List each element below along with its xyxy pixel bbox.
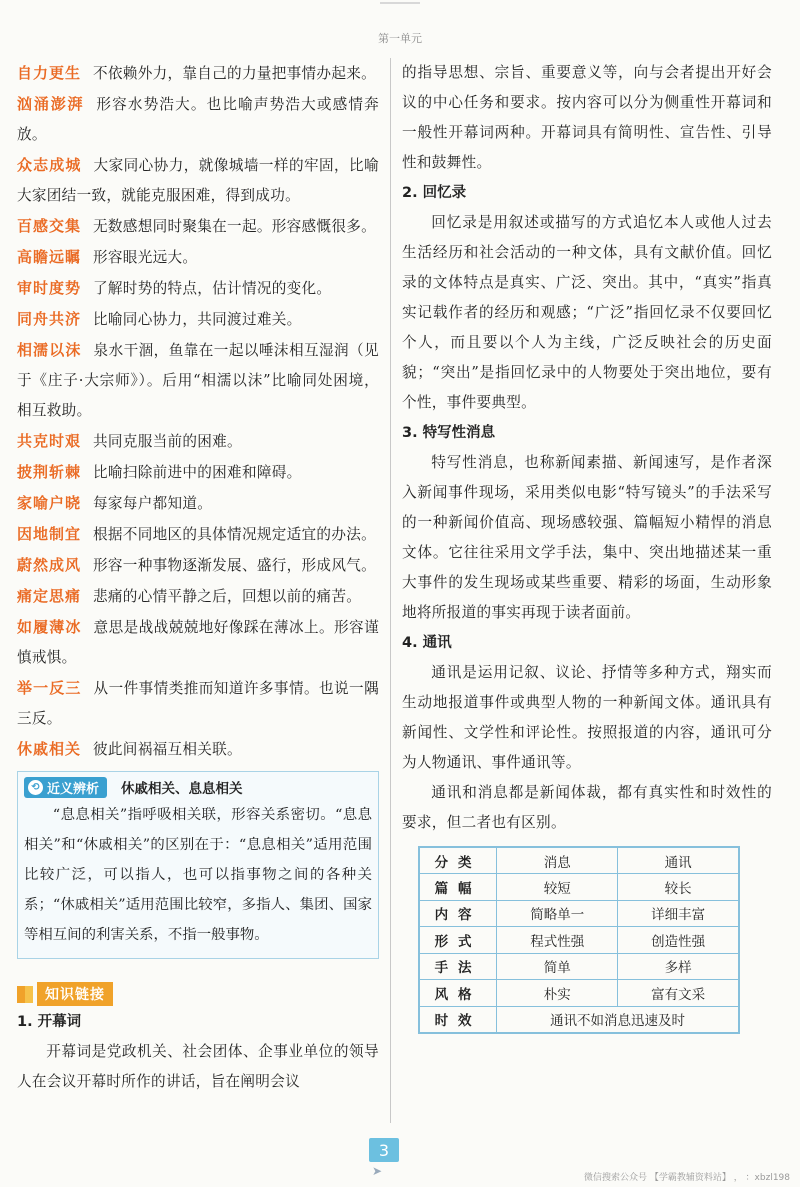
table-row-label: 形式 bbox=[419, 927, 497, 954]
compare-icon: ⟲ bbox=[28, 780, 43, 795]
term-definition: 比喻同心协力，共同渡过难关。 bbox=[93, 311, 302, 328]
table-cell: 简略单一 bbox=[497, 900, 618, 927]
table-cell: 通讯 bbox=[618, 847, 739, 874]
table-cell: 较短 bbox=[497, 874, 618, 901]
term-name: 蔚然成风 bbox=[17, 556, 82, 574]
section-title-report: 4. 通讯 bbox=[402, 635, 452, 651]
term-name: 自力更生 bbox=[17, 64, 82, 82]
table-row bbox=[419, 900, 739, 927]
term-definition: 共同克服当前的困难。 bbox=[93, 433, 242, 450]
term-entry bbox=[17, 457, 379, 488]
table-row-label: 风格 bbox=[419, 980, 497, 1007]
table-cell: 详细丰富 bbox=[618, 900, 739, 927]
term-definition: 了解时势的特点，估计情况的变化。 bbox=[93, 280, 332, 297]
paragraph-memoir: 回忆录是用叙述或描写的方式追忆本人或他人过去生活经历和社会活动的一种文体，具有文献价值。回忆录的文体特点是真实、广泛、突出。其中，“真实”指真实记载作者的经历和观感；“广泛”指回忆录不仅要回忆个人，而且要以个人为主线，广泛反映社会的历史面貌；“突出”是指回忆录中的人物要处于突出地位，要有个性，事件要典型。 bbox=[402, 214, 772, 411]
knowledge-link-label: 知识链接 bbox=[37, 982, 113, 1006]
term-definition: 意思是战战兢兢地好像踩在薄冰上。形容谨慎戒惧。 bbox=[17, 619, 379, 666]
term-definition: 比喻扫除前进中的困难和障碍。 bbox=[93, 464, 302, 481]
term-entry bbox=[17, 519, 379, 550]
paragraph-feature-news: 特写性消息，也称新闻素描、新闻速写，是作者深入新闻事件现场，采用类似电影“特写镜头”的手法采写的一种新闻价值高、现场感较强、篇幅短小精悍的消息文体。它往往采用文学手法，集中、突出地描述某一重大事件的发生现场或某些重要、精彩的场面，生动形象地将所报道的事实再现于读者面前。 bbox=[402, 454, 772, 621]
table-row bbox=[419, 874, 739, 901]
table-cell: 程式性强 bbox=[497, 927, 618, 954]
table-row bbox=[419, 953, 739, 980]
right-column bbox=[402, 58, 772, 1034]
term-name: 百感交集 bbox=[17, 217, 82, 235]
term-name: 相濡以沫 bbox=[17, 341, 82, 359]
term-entry bbox=[17, 581, 379, 612]
term-name: 同舟共济 bbox=[17, 310, 82, 328]
term-definition: 根据不同地区的具体情况规定适宜的办法。 bbox=[93, 526, 376, 543]
synonym-body: “息息相关”指呼吸相关联，形容关系密切。“息息相关”和“休戚相关”的区别在于：“息息相关”适用范围比较广泛，可以指人，也可以指事物之间的各种关系；“休戚相关”适用范围比较窄，多指人、集团、国家等相互间的利害关系，不指一般事物。 bbox=[24, 807, 372, 943]
header-rule bbox=[380, 2, 420, 4]
paragraph-opening-speech-cont: 的指导思想、宗旨、重要意义等，向与会者提出开好会议的中心任务和要求。按内容可以分为侧重性开幕词和一般性开幕词两种。开幕词具有简明性、宣告性、引导性和鼓舞性。 bbox=[402, 64, 772, 171]
term-name: 痛定思痛 bbox=[17, 587, 82, 605]
term-definition: 每家每户都知道。 bbox=[93, 495, 213, 512]
paragraph-opening-speech: 开幕词是党政机关、社会团体、企事业单位的领导人在会议开幕时所作的讲话，旨在阐明会议 bbox=[17, 1043, 379, 1090]
synonym-header bbox=[24, 776, 372, 798]
term-name: 因地制宜 bbox=[17, 525, 82, 543]
knowledge-link-header bbox=[17, 981, 379, 1007]
table-row bbox=[419, 1006, 739, 1033]
left-column bbox=[17, 58, 379, 1097]
table-cell: 朴实 bbox=[497, 980, 618, 1007]
term-definition: 形容眼光远大。 bbox=[93, 249, 198, 266]
table-cell: 富有文采 bbox=[618, 980, 739, 1007]
term-definition: 大家同心协力，就像城墙一样的牢固，比喻大家团结一致，就能克服困难，得到成功。 bbox=[17, 157, 379, 204]
table-row-label: 分类 bbox=[419, 847, 497, 874]
term-name: 举一反三 bbox=[17, 679, 82, 697]
table-cell: 创造性强 bbox=[618, 927, 739, 954]
section-title-feature-news: 3. 特写性消息 bbox=[402, 425, 496, 441]
page-header: 第一单元 bbox=[378, 32, 422, 45]
table-row-label: 内容 bbox=[419, 900, 497, 927]
term-definition: 悲痛的心情平静之后，回想以前的痛苦。 bbox=[93, 588, 362, 605]
bird-icon: ➤ bbox=[372, 1164, 383, 1178]
synonym-badge-label: 近义辨析 bbox=[47, 781, 100, 797]
table-cell: 消息 bbox=[497, 847, 618, 874]
table-row-label: 手法 bbox=[419, 953, 497, 980]
term-entry bbox=[17, 273, 379, 304]
page-number: 3 bbox=[369, 1138, 399, 1162]
term-definition: 形容一种事物逐渐发展、盛行，形成风气。 bbox=[93, 557, 376, 574]
table-row bbox=[419, 927, 739, 954]
table-cell: 简单 bbox=[497, 953, 618, 980]
term-entry bbox=[17, 304, 379, 335]
term-definition: 无数感想同时聚集在一起。形容感慨很多。 bbox=[93, 218, 376, 235]
term-definition: 不依赖外力，靠自己的力量把事情办起来。 bbox=[93, 65, 376, 82]
term-name: 家喻户晓 bbox=[17, 494, 82, 512]
synonym-badge bbox=[24, 777, 107, 798]
term-entry bbox=[17, 150, 379, 211]
term-name: 共克时艰 bbox=[17, 432, 82, 450]
table-row-label: 篇幅 bbox=[419, 874, 497, 901]
synonym-title: 休戚相关、息息相关 bbox=[121, 781, 243, 797]
term-name: 披荆斩棘 bbox=[17, 463, 82, 481]
term-list bbox=[17, 58, 379, 765]
column-divider bbox=[390, 58, 391, 1123]
term-entry bbox=[17, 211, 379, 242]
term-name: 休戚相关 bbox=[17, 740, 82, 758]
table-row bbox=[419, 980, 739, 1007]
term-entry bbox=[17, 550, 379, 581]
term-entry bbox=[17, 734, 379, 765]
term-entry bbox=[17, 89, 379, 150]
paragraph-report-1: 通讯是运用记叙、议论、抒情等多种方式，翔实而生动地报道事件或典型人物的一种新闻文体。通讯具有新闻性、文学性和评论性。按照报道的内容，通讯可分为人物通讯、事件通讯等。 bbox=[402, 664, 772, 771]
term-name: 如履薄冰 bbox=[17, 618, 82, 636]
comparison-table bbox=[418, 846, 740, 1034]
term-definition: 彼此间祸福互相关联。 bbox=[93, 741, 242, 758]
term-definition: 从一件事情类推而知道许多事情。也说一隅三反。 bbox=[17, 680, 379, 727]
paragraph-report-2: 通讯和消息都是新闻体裁，都有真实性和时效性的要求，但二者也有区别。 bbox=[402, 784, 772, 831]
term-name: 审时度势 bbox=[17, 279, 82, 297]
term-definition: 泉水干涸，鱼靠在一起以唾沫相互湿润（见于《庄子·大宗师》）。后用“相濡以沫”比喻同处困境，相互救助。 bbox=[17, 342, 379, 419]
term-name: 高瞻远瞩 bbox=[17, 248, 82, 266]
book-icon bbox=[17, 984, 35, 1004]
section-title-opening-speech: 1. 开幕词 bbox=[17, 1014, 82, 1030]
term-entry bbox=[17, 488, 379, 519]
term-entry bbox=[17, 426, 379, 457]
term-definition: 形容水势浩大。也比喻声势浩大或感情奔放。 bbox=[17, 96, 379, 143]
term-name: 众志成城 bbox=[17, 156, 82, 174]
term-name: 汹涌澎湃 bbox=[17, 95, 85, 113]
table-row bbox=[419, 847, 739, 874]
footer-note: 微信搜索公众号 【学霸教辅资料站】 ， ：xbzl198 bbox=[583, 1173, 790, 1183]
term-entry bbox=[17, 335, 379, 426]
section-title-memoir: 2. 回忆录 bbox=[402, 185, 467, 201]
term-entry bbox=[17, 673, 379, 734]
table-cell: 通讯不如消息迅速及时 bbox=[497, 1006, 739, 1033]
table-cell: 多样 bbox=[618, 953, 739, 980]
term-entry bbox=[17, 58, 379, 89]
term-entry bbox=[17, 242, 379, 273]
synonym-box bbox=[17, 771, 379, 959]
table-cell: 较长 bbox=[618, 874, 739, 901]
term-entry bbox=[17, 612, 379, 673]
table-row-label: 时效 bbox=[419, 1006, 497, 1033]
